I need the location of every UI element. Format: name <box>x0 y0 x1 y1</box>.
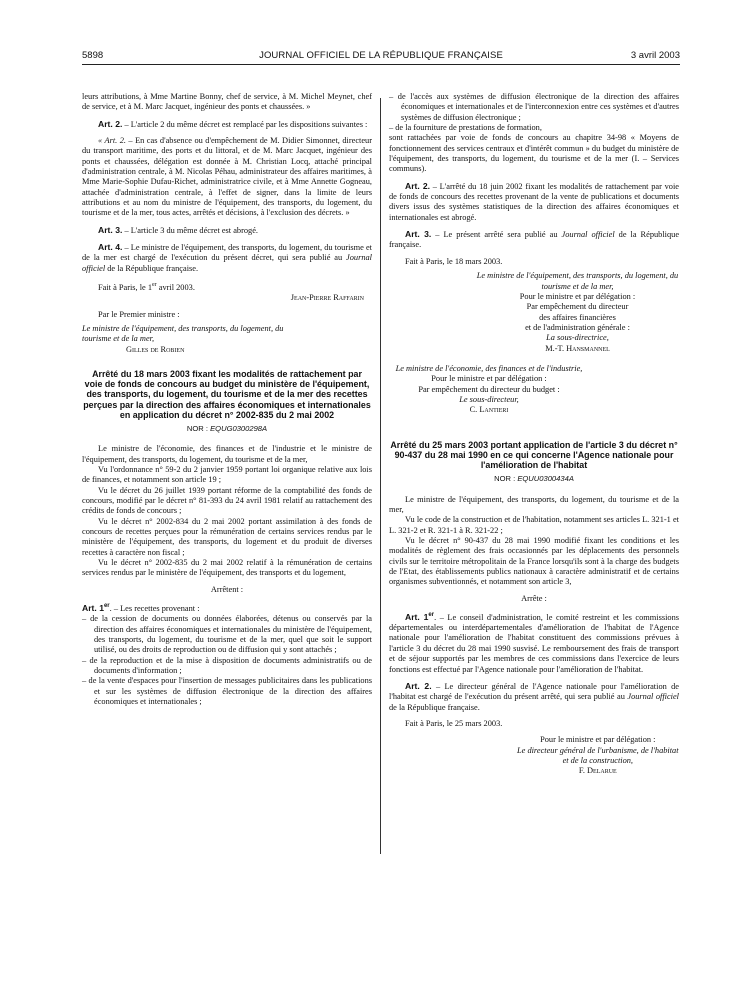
visa-paragraph: Vu le décret du 26 juillet 1939 portant réforme de la comptabilité des fonds de concours, modifié par le décret n° 81-393 du 24 avril 1981 relatif au rattachement des crédits de fonds de concours ; <box>82 485 372 516</box>
minister-title: Le ministre de l'équipement, des transports, du logement, du tourisme et de la mer, <box>82 323 284 344</box>
par-premier-ministre: Par le Premier ministre : <box>98 309 180 319</box>
issue-date: 3 avril 2003 <box>630 50 680 61</box>
list-item: – de la vente d'espaces pour l'insertion de messages publicitaires dans les publications et sur les systèmes de diffusion électronique de la direction des affaires économiques et internationales ; <box>82 676 372 707</box>
paragraph: sont rattachées par voie de fonds de concours au chapitre 34-98 « Moyens de fonctionnement des services centraux et d'intérêt commun » du budget du ministère de l'équipement, des transports, du logement, du tourisme et de la mer (I. – Services communs). <box>389 133 679 174</box>
visa-paragraph: Vu le code de la construction et de l'habitation, notamment ses articles L. 321-1 et L. 321-2 et R. 321-1 à R. 321-22 ; <box>389 515 679 535</box>
page-header <box>82 50 680 64</box>
decree-heading: Arrêté du 25 mars 2003 portant application de l'article 3 du décret n° 90-437 du 28 mai 1990 en ce qui concerne l'Agence nationale pour l'amélioration de l'habitat <box>390 439 678 471</box>
article-2: Art. 2. – Le directeur général de l'Agence nationale pour l'amélioration de l'habitat est chargé de l'exécution du présent arrêté, qui sera publié au Journal officiel de la République française. <box>389 680 680 712</box>
nor-reference: NOR : EQUG0300298A <box>186 424 268 434</box>
arretent: Arrêtent : <box>210 584 244 594</box>
article-2: Art. 2. – L'article 2 du même décret est remplacé par les dispositions suivantes : <box>98 118 368 129</box>
left-column <box>82 92 372 707</box>
article-2: Art. 2. – L'arrêté du 18 juin 2002 fixant les modalités de rattachement par voie de fonds de concours des recettes provenant de la vente de publications et documents divers issus des systèmes statistiques de la direction des affaires économiques et internationales est abrogé. <box>389 180 679 222</box>
decree-heading: Arrêté du 18 mars 2003 fixant les modalités de rattachement par voie de fonds de concours au budget du ministère de l'équipement, des transports, du logement, du tourisme et de la mer des recettes perçues par la direction des affaires économiques et internationales en application du décret n° 2002-835 du 2 mai 2002 <box>83 369 371 420</box>
list-item: – de la fourniture de prestations de formation, <box>389 123 542 133</box>
visa-paragraph: Vu le décret n° 2002-835 du 2 mai 2002 relatif à la rémunération de certains services rendus par le ministère de l'équipement, des transports et du logement, <box>82 558 372 578</box>
signature-date: Fait à Paris, le 1er avril 2003. <box>98 282 195 292</box>
signature-block: Le ministre de l'équipement, des transports, du logement, du tourisme et de la mer, Pour le ministre et par délégation : Par empêchement du directeur des affaires financières et de l'administration générale : La sous-directrice, M.-T. Hansmannel <box>476 271 679 353</box>
intro-paragraph: Le ministre de l'équipement, des transports, du logement, du tourisme et de la mer, <box>389 494 679 514</box>
paragraph: leurs attributions, à Mme Martine Bonny, chef de service, à M. Michel Meynet, chef de service, et à M. Marc Jacquet, ingénieur des ponts et chaussées. » <box>82 92 372 112</box>
signature-date: Fait à Paris, le 25 mars 2003. <box>405 718 503 728</box>
arrete: Arrête : <box>521 593 547 603</box>
visa-paragraph: Vu l'ordonnance n° 59-2 du 2 janvier 1959 portant loi organique relative aux lois de finances, et notamment son article 19 ; <box>82 465 372 485</box>
article-3: Art. 3. – Le présent arrêté sera publié au Journal officiel de la République française. <box>389 229 680 250</box>
nor-reference: NOR : EQUU0300434A <box>494 474 574 484</box>
list-item: – de la cession de documents ou données élaborées, détenus ou conservés par la direction des affaires économiques et internationales du ministère de l'équipement, des transports, du logement, du tourisme et de la mer, quel que soit le support utilisé, ou des droits de reproduction ou de diffusion qui y sont attachés ; <box>82 614 372 655</box>
signature-block: Le ministre de l'économie, des finances et de l'industrie, Pour le ministre et par délégation : Par empêchement du directeur du budget : Le sous-directeur, C. Lantieri <box>395 363 583 415</box>
signer-name: Jean-Pierre Raffarin <box>290 293 364 303</box>
article-4: Art. 4. – Le ministre de l'équipement, des transports, du logement, du tourisme et de la mer est chargé de l'exécution du présent décret, qui sera publié au Journal officiel de la République française. <box>82 242 372 273</box>
signer-name: Gilles de Robien <box>126 344 185 354</box>
list-item: – de la reproduction et de la mise à disposition de documents administratifs ou de documents d'information ; <box>82 655 372 676</box>
article-1: Art. 1er. – Le conseil d'administration, le comité restreint et les commissions départementales ou interdépartementales d'amélioration de l'habitat de l'Agence nationale pour l'amélioration de l'habitat constituent des commissions prévues à l'article 3 du décret du 28 mai 1990 susvisé. Le remboursement des frais de transport et de séjour supportés par les membres de ces commissions dans l'exercice de leurs fonctions est effectué par l'Agence nationale pour l'amélioration de l'habitat. <box>389 611 679 674</box>
signature-date: Fait à Paris, le 18 mars 2003. <box>405 256 503 266</box>
right-column <box>389 92 679 777</box>
header-rule <box>82 64 680 65</box>
journal-title: JOURNAL OFFICIEL DE LA RÉPUBLIQUE FRANÇAISE <box>259 50 503 61</box>
signature-block: Pour le ministre et par délégation : Le directeur général de l'urbanisme, de l'habitat et de la construction, F. Delarue <box>517 735 679 776</box>
visa-paragraph: Vu le décret n° 90-437 du 28 mai 1990 modifié fixant les conditions et les modalités de règlement des frais occasionnés par les déplacements des personnels civils sur le territoire métropolitain de la France lorsqu'ils sont à la charge des budgets de l'Etat, des établissements publics nationaux à caractère administratif et de certains organismes subventionnés, et notamment son article 3, <box>389 535 679 587</box>
quoted-article-2: « Art. 2. – En cas d'absence ou d'empêchement de M. Didier Simonnet, directeur du transport maritime, des ports et du littoral, et de M. Marc Jacquet, ingénieur des ponts et chaussées, délégation est donnée à M. Christian Locq, attaché principal d'administration centrale, à M. Nicolas Péhau, administrateur des affaires maritimes, à Mme Marie-Sophie Dufau-Richet, administratrice civile, et à Mme Annette Gogneau, attachée d'administration centrale, à l'effet de signer, dans la limite de leurs attributions et au nom du ministre de l'équipement, des transports, du logement, du tourisme et de la mer, tous actes, arrêtés et décisions, à l'exclusion des décrets. » <box>82 136 373 218</box>
column-divider <box>380 98 381 854</box>
article-1: Art. 1er. – Les recettes provenant : <box>82 602 200 613</box>
page-number: 5898 <box>82 50 104 61</box>
article-3: Art. 3. – L'article 3 du même décret est abrogé. <box>98 224 258 235</box>
intro-paragraph: Le ministre de l'économie, des finances et de l'industrie et le ministre de l'équipement, des transports, du logement, du tourisme et de la mer, <box>82 444 372 464</box>
visa-paragraph: Vu le décret n° 2002-834 du 2 mai 2002 portant assimilation à des fonds de concours de recettes perçues pour la rémunération de certains services rendus par le ministère de l'équipement, des transports, du logement et du produit de diverses recettes à caractère non fiscal ; <box>82 516 372 557</box>
list-item: – de l'accès aux systèmes de diffusion électronique de la direction des affaires économiques et internationales et de l'interconnexion entre ces systèmes et d'autres systèmes de diffusion électronique ; <box>389 92 679 122</box>
